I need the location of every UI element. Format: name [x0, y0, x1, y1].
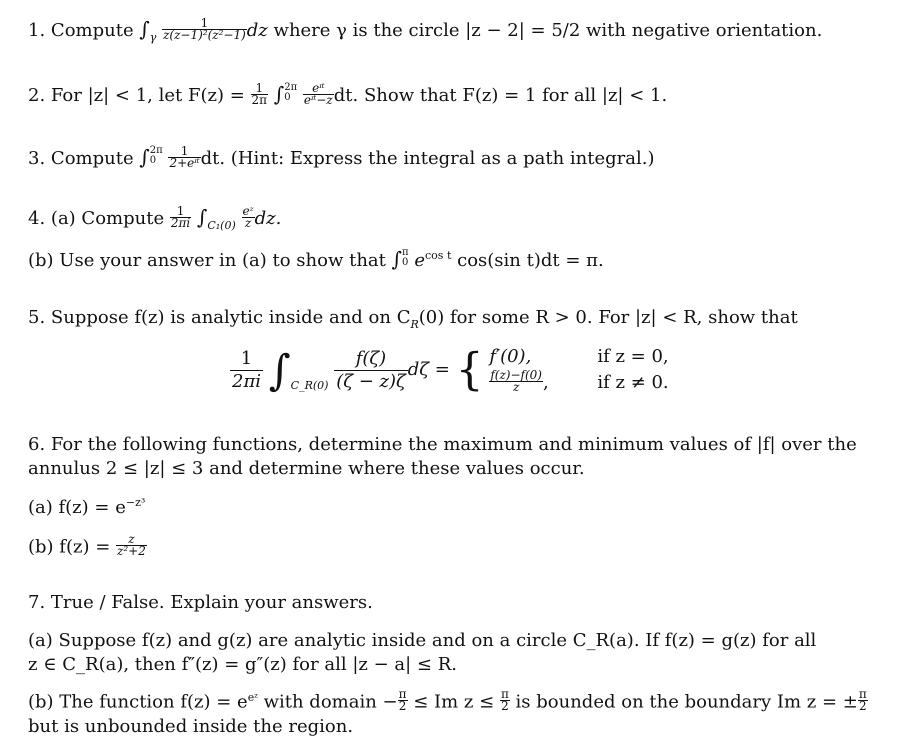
integral-limits [284, 83, 297, 103]
problem-1-prefix: Compute [50, 20, 134, 41]
problem-1-fraction [162, 15, 247, 42]
pi-half-fraction-2 [500, 689, 510, 712]
fraction-denominator: 2+eᶦᵗ [169, 155, 200, 170]
problem-2 [28, 80, 668, 108]
problem-1-number: 1. [28, 20, 46, 41]
problem-7a-text-2: z ∈ C_R(a), then f″(z) = g″(z) for all |z − a| ≤ R. [28, 654, 457, 675]
fraction-denominator: 2πi [232, 370, 262, 392]
fraction-denominator: eᶦᵗ−z [303, 92, 333, 107]
problem-2-prefix: For |z| < 1, let F(z) = [50, 85, 245, 106]
integrand-fraction [303, 80, 334, 107]
problem-7-number: 7. [28, 592, 46, 613]
problem-7b-line1 [28, 687, 868, 716]
coefficient-fraction [170, 203, 191, 230]
integral-limits [402, 248, 409, 268]
case-2-fraction [489, 367, 543, 394]
exp-superscript: eᶻ [247, 690, 258, 704]
subscript-R: R [410, 318, 419, 331]
integral-subscript: C₁(0) [207, 219, 236, 232]
problem-7-intro: True / False. Explain your answers. [50, 592, 373, 613]
problem-2-number: 2. [28, 85, 46, 106]
problem-6b-text: (b) f(z) = [28, 536, 111, 558]
problem-6b-fraction [116, 534, 147, 557]
fraction-denominator: z²+2 [117, 544, 146, 558]
fraction-denominator: 2 [501, 699, 509, 713]
problem-6-text-2: annulus 2 ≤ |z| ≤ 3 and determine where these values occur. [28, 458, 585, 479]
coefficient-fraction [251, 80, 269, 107]
problem-4a [28, 203, 282, 232]
fraction-numerator: f(ζ) [334, 348, 408, 371]
problem-6b [28, 532, 147, 559]
differential: dz. [254, 208, 282, 229]
case-2: $\frac{f(z)-f(0)}{z}$ , if z ≠ 0. [490, 367, 669, 394]
display-differential: dζ = [407, 359, 450, 380]
fraction-numerator: eᶻ [242, 203, 254, 218]
problem-4-number: 4. [28, 208, 46, 229]
pi-half-fraction-3 [858, 689, 868, 712]
problem-6-line2 [28, 458, 585, 480]
fraction-denominator: z [512, 379, 520, 394]
problem-1-text: where γ is the circle |z − 2| = 5/2 with negative orientation. [273, 20, 823, 41]
problem-4b-prefix: (b) Use your answer in (a) to show that [28, 250, 386, 271]
problem-1 [28, 15, 823, 44]
fraction-denominator: 2π [251, 92, 268, 107]
integrand-fraction [168, 143, 200, 170]
differential: dz [246, 20, 268, 41]
fraction-numerator: eᶦᵗ [303, 83, 334, 95]
problem-6-text-1: For the following functions, determine the maximum and minimum values of |f| over the [50, 434, 857, 455]
case-1-condition: if z = 0, [597, 346, 669, 367]
lower-limit: 0 [284, 92, 291, 103]
fraction-numerator: 1 [170, 206, 191, 218]
integral-sign: ∫ [139, 145, 150, 169]
problem-3-text: dt. (Hint: Express the integral as a path integral.) [200, 148, 655, 169]
problem-7b-text-1a: (b) The function f(z) = e [28, 691, 248, 713]
case-2-condition: if z ≠ 0. [597, 372, 669, 393]
fraction-numerator: π [398, 687, 407, 701]
exp-superscript: −z³ [125, 496, 146, 509]
integral-sign: ∫ [196, 205, 208, 229]
fraction-denominator: 2 [398, 699, 407, 713]
problem-3 [28, 143, 655, 171]
problem-6-number: 6. [28, 434, 46, 455]
display-integrand [334, 348, 408, 393]
fraction-numerator: f(z)−f(0) [490, 367, 542, 382]
problem-7b-text-2: but is unbounded inside the region. [28, 716, 354, 737]
fraction-numerator: π [500, 687, 509, 701]
cases-block [489, 344, 668, 396]
upper-limit: 2π [149, 145, 163, 156]
problem-7a-line2 [28, 654, 457, 676]
problem-5-number: 5. [28, 307, 46, 328]
problem-4b [28, 248, 604, 274]
pi-half-fraction-1 [398, 689, 408, 712]
problem-7a-text-1: (a) Suppose f(z) and g(z) are analytic inside and on a circle C_R(a). If f(z) = g(z) for all [28, 630, 817, 651]
problem-7a-line1 [28, 630, 816, 652]
problem-4a-prefix: (a) Compute [50, 208, 165, 229]
fraction-denominator: z [244, 215, 252, 230]
fraction-denominator: 2πi [170, 215, 191, 230]
integral-sign: ∫ [268, 345, 291, 395]
case-1-value: f′(0), [489, 346, 532, 367]
problem-7b-text-1c: ≤ Im z ≤ [407, 691, 500, 713]
exp-base: e [414, 250, 426, 271]
integral-sign: ∫ [139, 17, 150, 41]
fraction-numerator: z [116, 534, 147, 546]
integral-limits [150, 146, 163, 166]
display-coefficient [230, 348, 263, 393]
fraction-numerator: 1 [162, 18, 247, 30]
upper-limit: 2π [284, 82, 298, 93]
integrand-fraction [242, 203, 255, 230]
problem-7 [28, 592, 373, 614]
fraction-numerator: 1 [168, 146, 200, 158]
problem-5-text2: (0) for some R > 0. For |z| < R, show that [418, 307, 798, 328]
integral-sign: ∫ [391, 247, 403, 271]
problem-3-prefix: Compute [50, 148, 134, 169]
problem-7b-text-1b: with domain − [257, 691, 398, 713]
fraction-numerator: 1 [251, 83, 269, 95]
problem-7b-text-1d: is bounded on the boundary Im z = ± [509, 691, 858, 713]
problem-5-text: Suppose f(z) is analytic inside and on C [50, 307, 411, 328]
problem-4b-tail: cos(sin t)dt = π. [457, 250, 604, 271]
problem-2-text: dt. Show that F(z) = 1 for all |z| < 1. [333, 85, 668, 106]
problem-6-line1 [28, 434, 857, 456]
problem-6a [28, 497, 145, 521]
problem-5 [28, 307, 798, 331]
fraction-numerator: π [858, 687, 867, 701]
exp-superscript: cos t [425, 249, 452, 262]
problem-7b-line2 [28, 716, 353, 738]
lower-limit: 0 [402, 257, 409, 268]
fraction-denominator: (ζ − z)ζ [336, 370, 406, 392]
integral-subscript: γ [149, 31, 157, 44]
problem-3-number: 3. [28, 148, 46, 169]
upper-limit: π [402, 247, 409, 258]
case-1 [489, 344, 668, 370]
fraction-numerator: 1 [230, 348, 263, 371]
integral-sign: ∫ [273, 82, 285, 106]
integral-subscript: C_R(0) [290, 379, 329, 392]
left-brace: { [455, 344, 484, 396]
display-equation [230, 344, 669, 406]
fraction-denominator: 2 [859, 699, 867, 713]
lower-limit: 0 [149, 155, 157, 166]
problem-6a-text: (a) f(z) = e [28, 497, 126, 518]
fraction-denominator: z(z−1)²(z²−1) [163, 27, 246, 42]
